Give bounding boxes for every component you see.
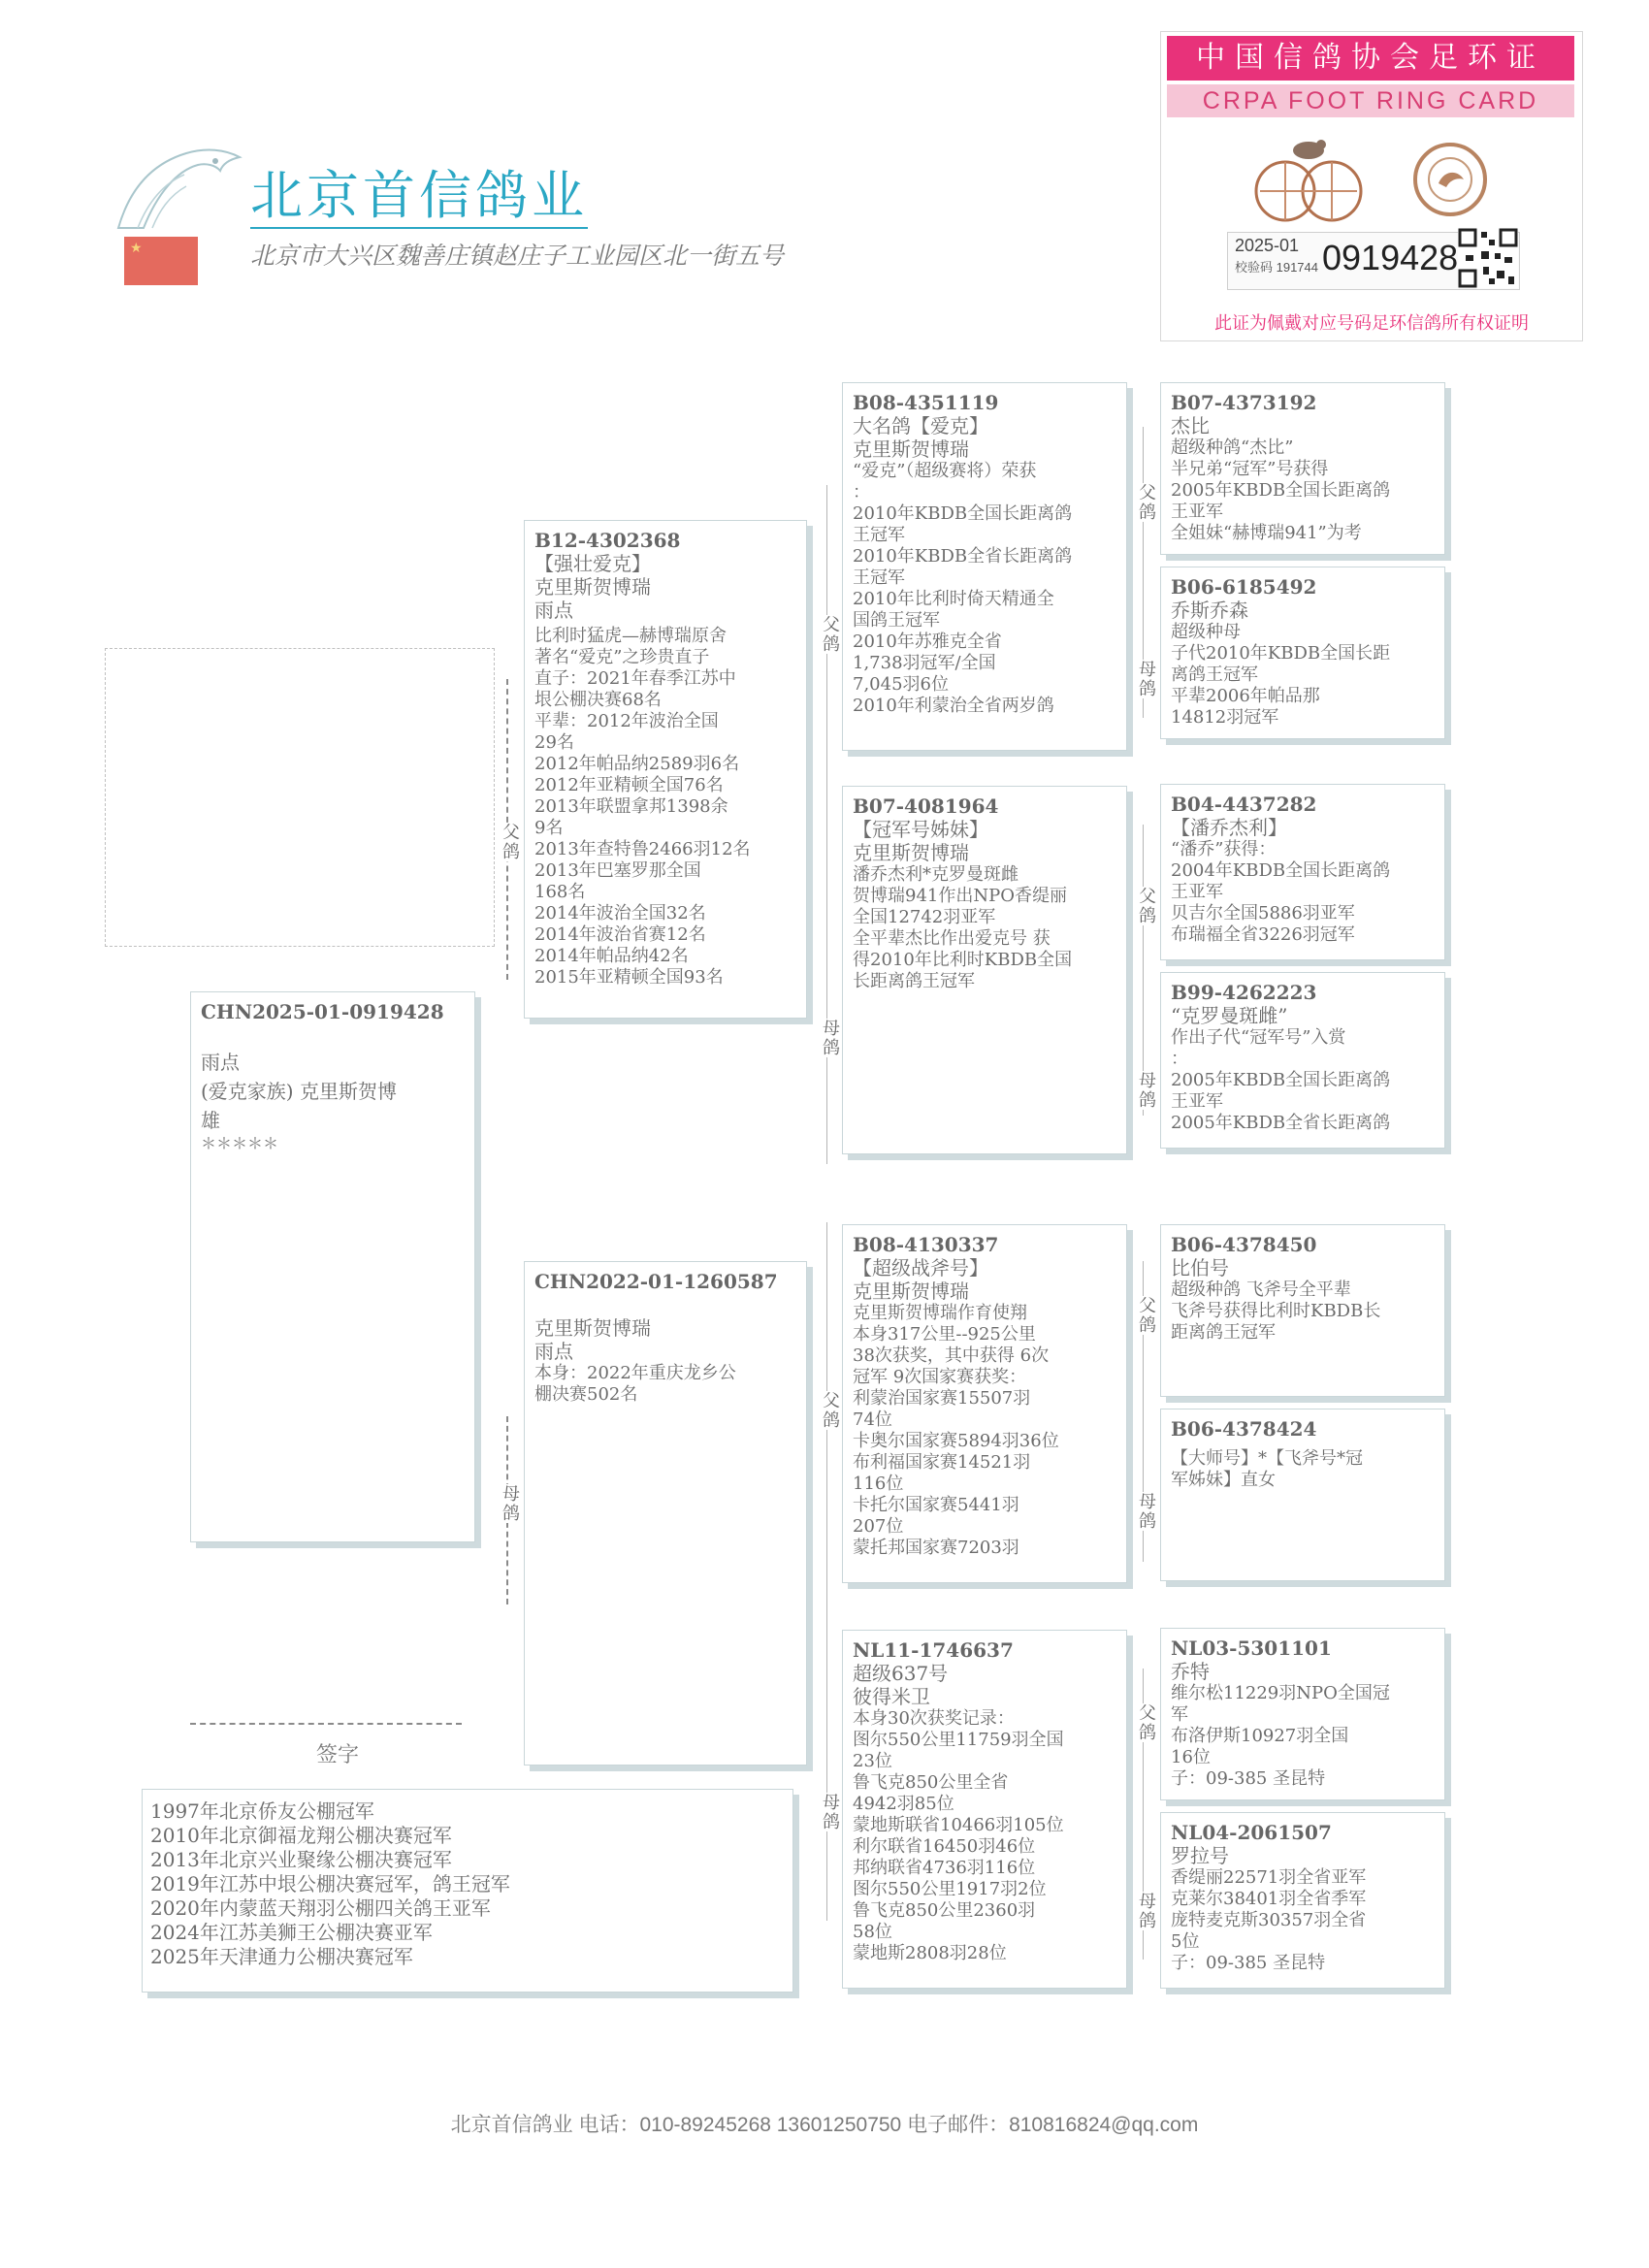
pedigree-note: 离鸽王冠军	[1171, 664, 1258, 685]
pedigree-line: 【冠军号姊妹】	[853, 818, 988, 841]
pedigree-note: 克莱尔38401羽全省季军	[1171, 1889, 1367, 1909]
pedigree-note: 长距离鸽王冠军	[853, 971, 975, 991]
pedigree-note: 子：09-385 圣昆特	[1171, 1953, 1326, 1973]
sss-ring: B07-4373192	[1171, 391, 1317, 414]
pedigree-line: 大名鸽【爱克】	[853, 414, 988, 437]
contact-footer: 北京首信鸽业 电话：010-89245268 13601250750 电子邮件：810816824@qq.com	[450, 2114, 1199, 2136]
pedigree-line: 超级637号	[853, 1662, 949, 1685]
signature-line	[190, 1723, 462, 1725]
pedigree-line: “克罗曼斑雌”	[1171, 1004, 1288, 1027]
pedigree-note: 16位	[1171, 1747, 1211, 1767]
pedigree-line: 乔特	[1171, 1660, 1210, 1683]
pedigree-note: 军	[1171, 1704, 1188, 1725]
pedigree-note: 【大师号】*【飞斧号*冠	[1171, 1448, 1363, 1469]
sd-ring: B07-4081964	[853, 794, 999, 818]
ssd-ring: B06-6185492	[1171, 575, 1317, 599]
pedigree-note: 2014年波治省赛12名	[534, 924, 706, 945]
pedigree-line: 杰比	[1171, 414, 1210, 437]
card-footer: 此证为佩戴对应号码足环信鸽所有权证明	[1214, 313, 1529, 333]
pedigree-note: 14812羽冠军	[1171, 707, 1279, 728]
pedigree-note: 2010年苏雅克全省	[853, 632, 1002, 652]
sds-box	[1160, 784, 1445, 960]
pedigree-note: 超级种鸽“杰比”	[1171, 437, 1294, 458]
pedigree-note: 利尔联省16450羽46位	[853, 1836, 1036, 1857]
sire-ring: B12-4302368	[534, 529, 681, 552]
pedigree-note: 冠军 9次国家赛获奖：	[853, 1367, 1027, 1387]
pedigree-note: 2010年比利时倚天精通全	[853, 589, 1054, 609]
company-name: 北京首信鸽业	[250, 165, 588, 229]
card-title: 中国信鸽协会足环证	[1167, 36, 1574, 81]
ddd-box	[1160, 1812, 1445, 1989]
pedigree-note: 168名	[534, 882, 586, 902]
pedigree-note: 图尔550公里1917羽2位	[853, 1879, 1047, 1899]
pedigree-note: 著名“爱克”之珍贵直子	[534, 647, 710, 667]
pedigree-note: 2015年亚精顿全国93名	[534, 967, 724, 988]
pedigree-note: 维尔松11229羽NPO全国冠	[1171, 1683, 1390, 1703]
pedigree-note: 垠公棚决赛68名	[534, 690, 662, 710]
sire-box	[524, 520, 807, 1019]
pedigree-note: 邦纳联省4736羽116位	[853, 1858, 1036, 1878]
subject-box	[190, 991, 475, 1542]
pedigree-note: 图尔550公里11759羽全国	[853, 1730, 1064, 1750]
signature-label: 签字	[316, 1743, 360, 1767]
achievement-item: 2025年天津通力公棚决赛冠军	[150, 1945, 413, 1968]
pedigree-note: 2005年KBDB全国长距离鸽	[1171, 1070, 1391, 1090]
achievement-item: 1997年北京侨友公棚冠军	[150, 1799, 374, 1823]
dss-ring: B06-4378450	[1171, 1233, 1317, 1256]
pedigree-note: 2012年亚精顿全国76名	[534, 775, 724, 795]
subject-ring: CHN2025-01-0919428	[201, 1000, 444, 1023]
dam-ring: CHN2022-01-1260587	[534, 1270, 778, 1293]
pedigree-note: 王亚军	[1171, 882, 1223, 902]
dds-label: 父鸽	[1133, 1703, 1158, 1742]
pedigree-note: 全国12742羽亚军	[853, 907, 996, 927]
dd-label: 母鸽	[817, 1793, 842, 1831]
pedigree-note: 军姊妹】直女	[1171, 1470, 1276, 1490]
sire-bracket	[826, 485, 827, 1164]
pedigree-note: 布利福国家赛14521羽	[853, 1452, 1031, 1473]
pedigree-note: 2004年KBDB全国长距离鸽	[1171, 860, 1391, 881]
pedigree-note: ：	[853, 482, 870, 502]
pedigree-note: 直子：2021年春季江苏中	[534, 668, 736, 689]
ssd-label: 母鸽	[1133, 660, 1158, 698]
pedigree-note: 布洛伊斯10927羽全国	[1171, 1726, 1349, 1746]
pedigree-note: 王冠军	[853, 525, 905, 545]
globe-pigeon-icon	[1250, 133, 1367, 226]
pedigree-line: 克里斯贺博瑞	[853, 437, 969, 461]
pedigree-note: 9名	[534, 818, 564, 838]
pedigree-note: ：	[1171, 1049, 1188, 1069]
china-flag-icon: ★	[124, 237, 198, 285]
pedigree-line: 【强壮爱克】	[534, 552, 651, 575]
pedigree-note: 王亚军	[1171, 502, 1223, 522]
pedigree-note: 2005年KBDB全国长距离鸽	[1171, 480, 1391, 501]
ring-prefix: 2025-01	[1235, 236, 1300, 255]
pedigree-line: 雨点	[534, 1340, 573, 1363]
pedigree-line: 【潘乔杰利】	[1171, 816, 1287, 839]
pedigree-line: 比伯号	[1171, 1256, 1229, 1280]
dds-ring: NL03-5301101	[1171, 1636, 1332, 1660]
pedigree-note: 29名	[534, 732, 574, 753]
subject-line: (爱克家族) 克里斯贺博	[201, 1080, 397, 1103]
pedigree-line: 彼得米卫	[853, 1685, 930, 1708]
pedigree-note: 香缇丽22571羽全省亚军	[1171, 1867, 1367, 1888]
pedigree-note: 平辈：2012年波治全国	[534, 711, 719, 731]
achievements-box	[142, 1789, 793, 1993]
dds-box	[1160, 1628, 1445, 1800]
pedigree-note: 国鸽王冠军	[853, 610, 940, 631]
crpa-seal-icon	[1411, 141, 1489, 218]
pedigree-note: 卡托尔国家赛5441羽	[853, 1495, 1019, 1515]
pedigree-note: 蒙地斯联省10466羽105位	[853, 1815, 1064, 1835]
sds-ring: B04-4437282	[1171, 793, 1317, 816]
pedigree-note: 2010年利蒙治全省两岁鸽	[853, 696, 1054, 716]
pedigree-note: 比利时猛虎—赫博瑞原舍	[534, 626, 727, 646]
pedigree-note: 2010年KBDB全省长距离鸽	[853, 546, 1073, 567]
pedigree-note: 得2010年比利时KBDB全国	[853, 950, 1073, 970]
dss-box	[1160, 1224, 1445, 1397]
eagle-logo	[109, 136, 244, 233]
pedigree-note: 23位	[853, 1751, 892, 1771]
pedigree-note: 38次获奖，其中获得 6次	[853, 1345, 1050, 1366]
pedigree-note: 58位	[853, 1922, 892, 1942]
achievement-item: 2019年江苏中垠公棚决赛冠军，鸽王冠军	[150, 1872, 510, 1895]
pedigree-note: 全平辈杰比作出爱克号 获	[853, 928, 1051, 949]
pedigree-note: 飞斧号获得比利时KBDB长	[1171, 1301, 1381, 1321]
pedigree-note: 5位	[1171, 1931, 1200, 1952]
sd-label: 母鸽	[817, 1019, 842, 1057]
pedigree-line: 雨点	[534, 599, 573, 622]
achievement-item: 2013年北京兴业聚缘公棚决赛冠军	[150, 1848, 452, 1871]
pedigree-note: 作出子代“冠军号”入赏	[1171, 1027, 1346, 1048]
pedigree-note: 2013年巴塞罗那全国	[534, 860, 701, 881]
sss-box	[1160, 382, 1445, 555]
sss-label: 父鸽	[1133, 483, 1158, 522]
dam-label: 母鸽	[497, 1484, 522, 1523]
ddd-ring: NL04-2061507	[1171, 1821, 1332, 1844]
card-subtitle: CRPA FOOT RING CARD	[1167, 84, 1574, 117]
pedigree-note: 本身：2022年重庆龙乡公	[534, 1363, 736, 1383]
ddd-label: 母鸽	[1133, 1892, 1158, 1930]
ring-number: 0919428	[1322, 238, 1459, 277]
pedigree-note: 鲁飞克850公里全省	[853, 1772, 1009, 1793]
pedigree-note: 潘乔杰利*克罗曼斑雌	[853, 864, 1018, 885]
pedigree-note: “潘乔”获得：	[1171, 839, 1277, 859]
pedigree-note: 子代2010年KBDB全国长距	[1171, 643, 1391, 664]
pedigree-note: 子：09-385 圣昆特	[1171, 1768, 1326, 1789]
ss-label: 父鸽	[817, 615, 842, 654]
pedigree-note: 克里斯贺博瑞作育使翔	[853, 1303, 1027, 1323]
pedigree-note: 74位	[853, 1409, 892, 1430]
pedigree-note: “爱克”（超级赛将）荣获	[853, 461, 1037, 481]
pedigree-note: 2014年帕品纳42名	[534, 946, 689, 966]
pedigree-note: 本身30次获奖记录：	[853, 1708, 1015, 1729]
dsd-label: 母鸽	[1133, 1492, 1158, 1531]
pedigree-note: 平辈2006年帕品那	[1171, 686, 1320, 706]
pedigree-note: 半兄弟“冠军”号获得	[1171, 459, 1329, 479]
sdd-label: 母鸽	[1133, 1071, 1158, 1110]
pedigree-note: 蒙托邦国家赛7203羽	[853, 1538, 1019, 1558]
pedigree-line: 【超级战斧号】	[853, 1256, 988, 1280]
pedigree-note: 全姐妹“赫博瑞941”为考	[1171, 523, 1362, 543]
pedigree-note: 2013年联盟拿邦1398余	[534, 796, 728, 817]
pedigree-note: 王亚军	[1171, 1091, 1223, 1112]
dam-box	[524, 1261, 807, 1766]
subject-stars: ＊＊＊＊＊	[201, 1134, 279, 1152]
ds-box	[842, 1224, 1127, 1583]
pedigree-note: 116位	[853, 1474, 904, 1494]
ss-ring: B08-4351119	[853, 391, 999, 414]
check-code: 校验码 191744	[1235, 260, 1318, 275]
dss-label: 父鸽	[1133, 1296, 1158, 1335]
pedigree-note: 庞特麦克斯30357羽全省	[1171, 1910, 1367, 1930]
pedigree-note: 贝吉尔全国5886羽亚军	[1171, 903, 1355, 923]
pedigree-note: 距离鸽王冠军	[1171, 1322, 1276, 1343]
achievement-item: 2010年北京御福龙翔公棚决赛冠军	[150, 1824, 452, 1847]
sd-box	[842, 786, 1127, 1154]
subject-line: 雄	[201, 1109, 220, 1132]
dd-box	[842, 1630, 1127, 1989]
pedigree-note: 2013年查特鲁2466羽12名	[534, 839, 751, 859]
pedigree-line: 乔斯乔森	[1171, 599, 1248, 622]
pedigree-line: 克里斯贺博瑞	[534, 1316, 651, 1340]
pedigree-note: 超级种母	[1171, 622, 1241, 642]
pedigree-line: 罗拉号	[1171, 1844, 1229, 1867]
pedigree-line: 克里斯贺博瑞	[534, 575, 651, 599]
pedigree-note: 超级种鸽 飞斧号全平辈	[1171, 1280, 1351, 1300]
pedigree-note: 贺博瑞941作出NPO香缇丽	[853, 886, 1067, 906]
pedigree-note: 布瑞福全省3226羽冠军	[1171, 924, 1355, 945]
pedigree-note: 207位	[853, 1516, 904, 1537]
sdd-box	[1160, 972, 1445, 1149]
pedigree-note: 利蒙治国家赛15507羽	[853, 1388, 1031, 1409]
qr-code-icon	[1458, 228, 1518, 288]
pedigree-note: 棚决赛502名	[534, 1384, 638, 1405]
crpa-ring-card	[1160, 31, 1583, 341]
dsd-box	[1160, 1409, 1445, 1581]
pedigree-note: 2014年波治全国32名	[534, 903, 706, 923]
pedigree-note: 2010年KBDB全国长距离鸽	[853, 503, 1073, 524]
pedigree-note: 王冠军	[853, 567, 905, 588]
achievement-item: 2020年内蒙蓝天翔羽公棚四关鸽王亚军	[150, 1896, 491, 1920]
pedigree-line: 克里斯贺博瑞	[853, 841, 969, 864]
pedigree-note: 鲁飞克850公里2360羽	[853, 1900, 1036, 1921]
sire-label: 父鸽	[497, 823, 522, 861]
dd-ring: NL11-1746637	[853, 1638, 1014, 1662]
company-address: 北京市大兴区魏善庄镇赵庄子工业园区北一街五号	[250, 242, 785, 270]
pedigree-note: 2012年帕品纳2589羽6名	[534, 754, 740, 774]
subject-line: 雨点	[201, 1051, 240, 1074]
ds-ring: B08-4130337	[853, 1233, 999, 1256]
pedigree-note: 本身317公里--925公里	[853, 1324, 1036, 1345]
pedigree-note: 4942羽85位	[853, 1794, 954, 1814]
ss-box	[842, 382, 1127, 751]
pedigree-note: 2005年KBDB全省长距离鸽	[1171, 1113, 1391, 1133]
pedigree-line: 克里斯贺博瑞	[853, 1280, 969, 1303]
ssd-box	[1160, 567, 1445, 739]
ds-label: 父鸽	[817, 1391, 842, 1430]
dsd-ring: B06-4378424	[1171, 1417, 1317, 1441]
sdd-ring: B99-4262223	[1171, 981, 1317, 1004]
pedigree-note: 7,045羽6位	[853, 674, 949, 695]
sds-label: 父鸽	[1133, 887, 1158, 925]
achievement-item: 2024年江苏美狮王公棚决赛亚军	[150, 1921, 433, 1944]
pedigree-note: 1,738羽冠军/全国	[853, 653, 996, 673]
photo-placeholder	[105, 648, 495, 947]
pedigree-note: 卡奥尔国家赛5894羽36位	[853, 1431, 1059, 1451]
pedigree-note: 蒙地斯2808羽28位	[853, 1943, 1007, 1963]
